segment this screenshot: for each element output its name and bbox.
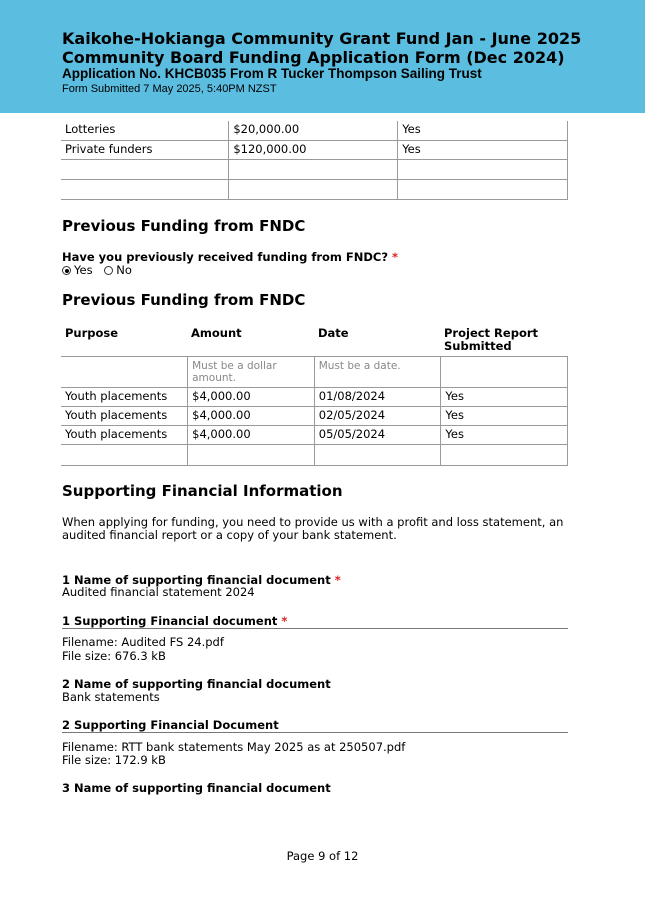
table-cell: $120,000.00 [229, 140, 398, 159]
doc2-filesize: File size: 172.9 kB [62, 753, 166, 767]
radio-label: No [116, 263, 132, 277]
column-header-report-submitted: Project Report Submitted [444, 326, 539, 353]
required-marker: * [334, 573, 341, 587]
table-cell [61, 445, 188, 466]
radio-group-previous-funding [62, 263, 140, 277]
divider [62, 628, 568, 629]
table-cell [441, 357, 568, 388]
column-header-amount: Amount [191, 326, 242, 340]
table-row [61, 445, 568, 466]
table-cell: Yes [441, 388, 568, 407]
previous-funding-table [61, 356, 568, 466]
table-row [61, 179, 568, 199]
table-cell [314, 445, 441, 466]
question-previous-funding [62, 250, 398, 264]
column-header-purpose: Purpose [65, 326, 119, 340]
required-marker: * [392, 250, 399, 264]
table-cell [61, 159, 229, 179]
table-cell: $20,000.00 [229, 121, 398, 140]
section-title-previous-funding-table: Previous Funding from FNDC [62, 291, 306, 309]
table-cell: Youth placements [61, 388, 188, 407]
doc3-name-label: 3 Name of supporting financial document [62, 781, 331, 795]
table-row [61, 426, 568, 445]
form-title-line1: Kaikohe-Hokianga Community Grant Fund Jan - June 2025 [62, 29, 582, 48]
doc1-file-label [62, 614, 287, 628]
table-cell [398, 179, 568, 199]
submitted-timestamp: Form Submitted 7 May 2025, 5:40PM NZST [62, 83, 277, 95]
table-cell: Private funders [61, 140, 229, 159]
table-cell: Lotteries [61, 121, 229, 140]
doc1-name-value: Audited financial statement 2024 [62, 585, 255, 599]
label-text: 1 Supporting Financial document [62, 614, 278, 628]
table-cell: $4,000.00 [188, 426, 315, 445]
application-number: Application No. KHCB035 From R Tucker Thompson Sailing Trust [62, 66, 482, 81]
table-row [61, 159, 568, 179]
divider [62, 732, 568, 733]
radio-selected-icon[interactable] [62, 266, 71, 275]
table-cell [188, 445, 315, 466]
table-cell: Youth placements [61, 407, 188, 426]
page-header [0, 0, 645, 113]
page-number: Page 9 of 12 [286, 849, 359, 863]
label-text: 1 Name of supporting financial document [62, 573, 331, 587]
table-cell: 05/05/2024 [314, 426, 441, 445]
table-cell: Yes [441, 426, 568, 445]
column-header-date: Date [318, 326, 349, 340]
doc2-name-label: 2 Name of supporting financial document [62, 677, 331, 691]
table-cell: $4,000.00 [188, 388, 315, 407]
table-cell [61, 357, 188, 388]
radio-label: Yes [74, 263, 93, 277]
required-marker: * [281, 614, 288, 628]
intro-text-line2: audited financial report or a copy of your bank statement. [62, 528, 397, 542]
table-cell [229, 159, 398, 179]
table-cell: Yes [441, 407, 568, 426]
table-cell [398, 159, 568, 179]
table-row [61, 121, 568, 140]
table-cell [61, 179, 229, 199]
table-row [61, 140, 568, 159]
table-cell: $4,000.00 [188, 407, 315, 426]
intro-text-line1: When applying for funding, you need to provide us with a profit and loss statement, an [62, 515, 564, 529]
doc2-file-label: 2 Supporting Financial Document [62, 718, 279, 732]
table-hint-row [61, 357, 568, 388]
table-cell: Youth placements [61, 426, 188, 445]
doc1-filename: Filename: Audited FS 24.pdf [62, 635, 224, 649]
section-title-supporting-financial: Supporting Financial Information [62, 482, 343, 500]
doc2-name-value: Bank statements [62, 690, 160, 704]
table-cell: 01/08/2024 [314, 388, 441, 407]
table-cell [441, 445, 568, 466]
table-cell: 02/05/2024 [314, 407, 441, 426]
table-cell: Yes [398, 121, 568, 140]
other-funding-table [61, 121, 568, 200]
table-row [61, 407, 568, 426]
question-text: Have you previously received funding from FNDC? [62, 250, 389, 264]
date-hint: Must be a date. [314, 357, 441, 388]
doc1-filesize: File size: 676.3 kB [62, 649, 166, 663]
table-cell [229, 179, 398, 199]
radio-option-no[interactable] [104, 263, 132, 277]
radio-option-yes[interactable] [62, 263, 96, 277]
form-title-line2: Community Board Funding Application Form (Dec 2024) [62, 48, 565, 67]
section-title-previous-funding: Previous Funding from FNDC [62, 217, 306, 235]
radio-unselected-icon[interactable] [104, 266, 113, 275]
doc2-filename: Filename: RTT bank statements May 2025 as at 250507.pdf [62, 740, 406, 754]
table-row [61, 388, 568, 407]
amount-hint: Must be a dollar amount. [188, 357, 315, 388]
table-cell: Yes [398, 140, 568, 159]
